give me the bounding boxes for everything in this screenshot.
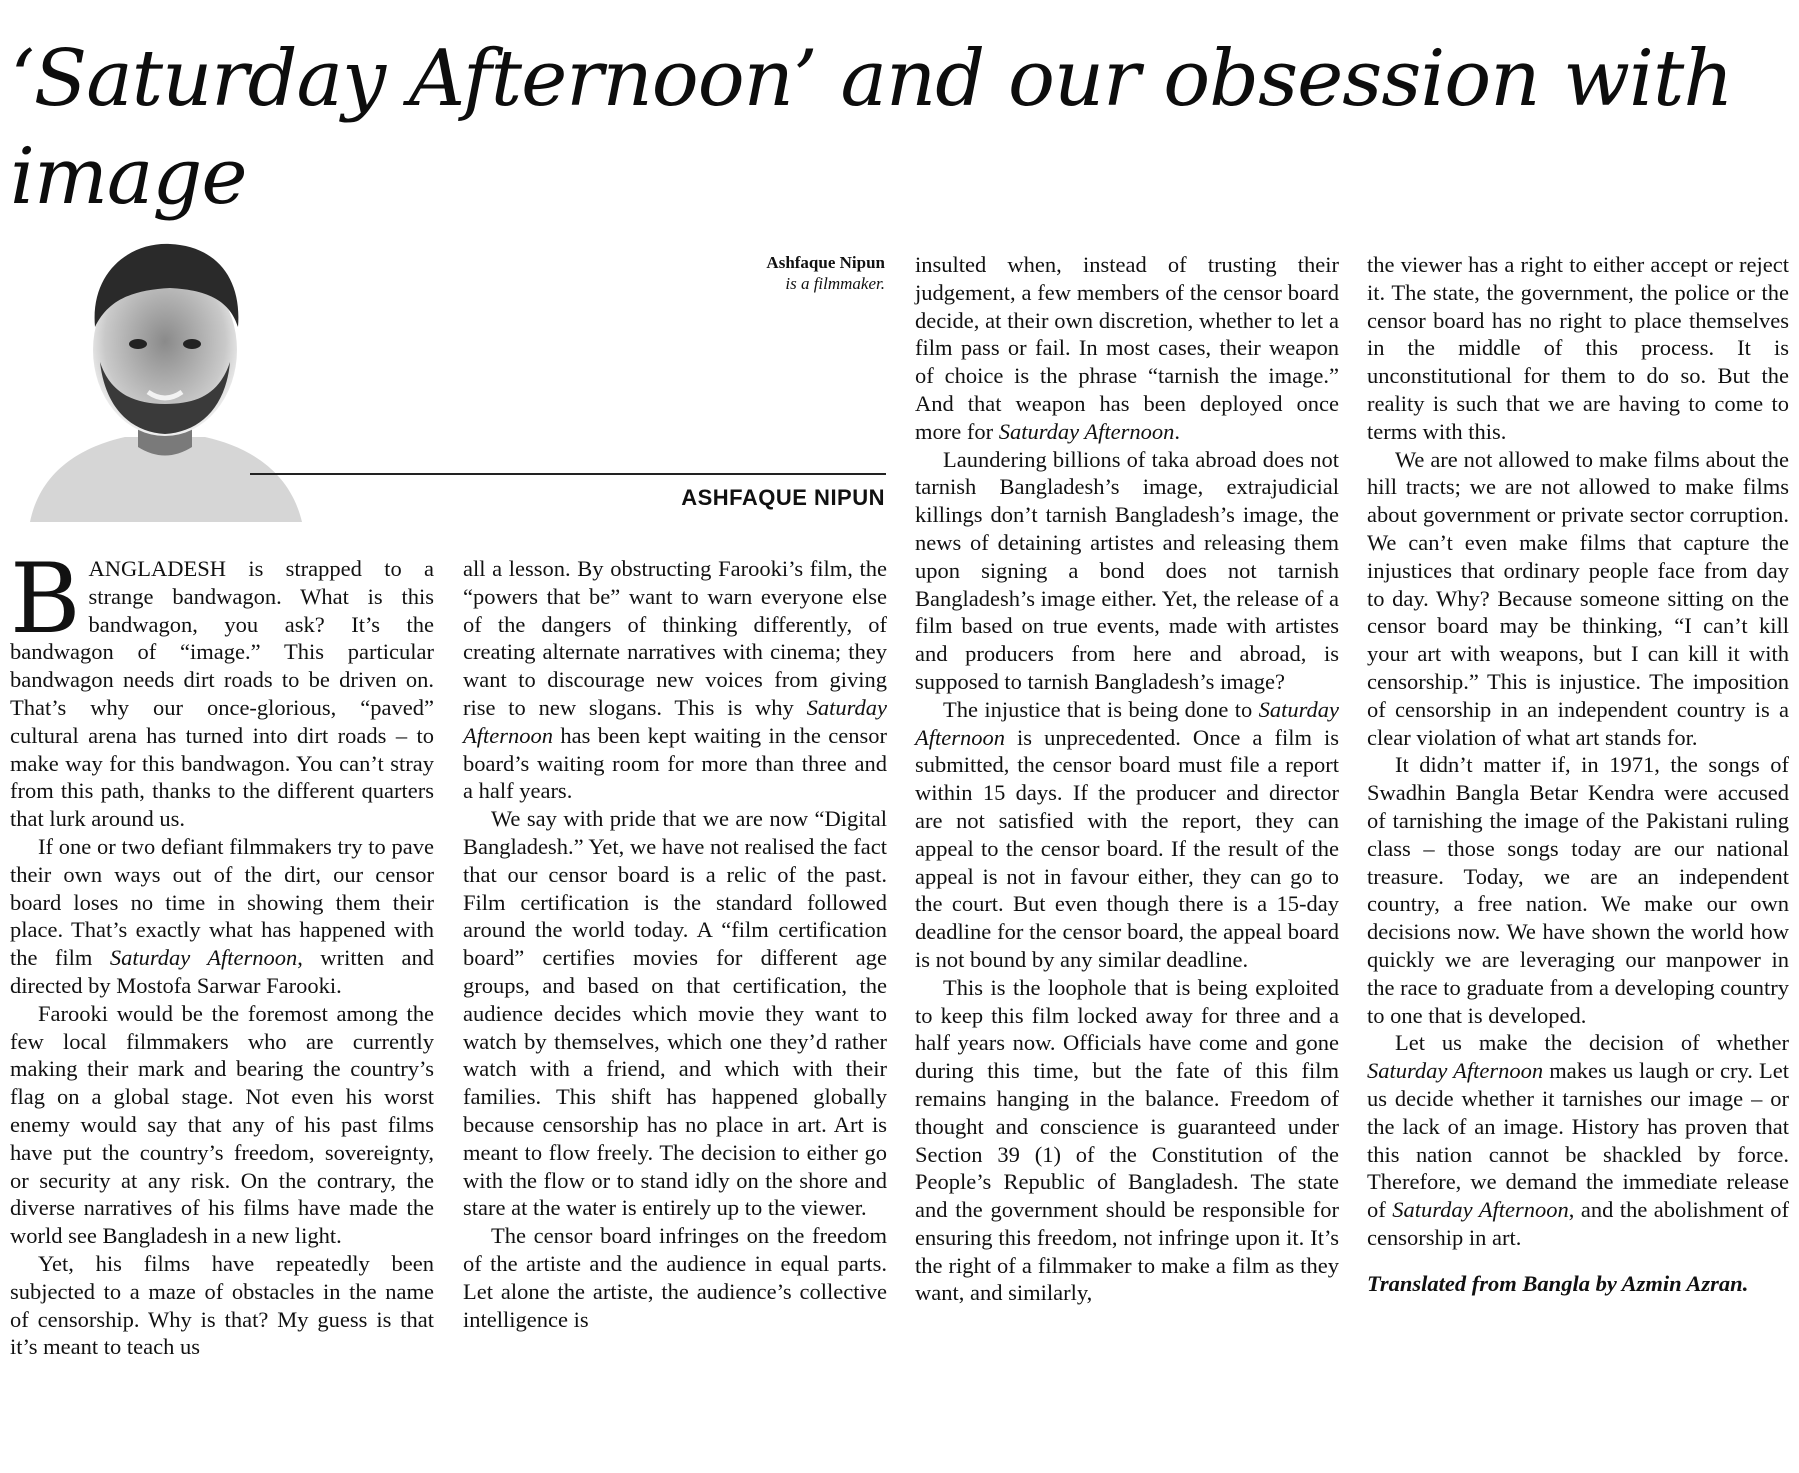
author-role: is a filmmaker. (785, 274, 885, 293)
translation-credit: Translated from Bangla by Azmin Azran. (1367, 1270, 1749, 1296)
column-4 (1367, 251, 1789, 1297)
headline: ‘Saturday Afternoon’ and our obsession with image (10, 34, 1733, 222)
paragraph: This is the loophole that is being exploited to keep this film locked away for three and a half years now. Officials have come and gone during this time, but the fate of this film remains hanging in the balance. Freedom of thought and conscience is guaranteed under Section 39 (1) of the Constitution of the People’s Republic of Bangladesh. The state and the government should be responsible for ensuring this freedom, not infringe upon it. It’s the right of a filmmaker to make a film as they want, and similarly, (915, 974, 1339, 1306)
film-title: Saturday Afternoon (998, 418, 1175, 444)
paragraph: We are not allowed to make films about the hill tracts; we are not allowed to make films about government or private sector corruption. We can’t even make films that capture the injustices that ordinary people face from day to day. Why? Because someone sitting on the censor board may be thinking, “I can’t kill your art with weapons, but I can kill it with censorship.” This is injustice. The imposition of censorship in an independent country is a clear violation of what art stands for. (1367, 446, 1789, 750)
paragraph: Laundering billions of taka abroad does not tarnish Bangladesh’s image, extrajudicial killings don’t tarnish Bangladesh’s image, the news of detaining artistes and releasing them upon signing a bond does not tarnish Bangladesh’s image either. Yet, the release of a film based on true events, made with artistes and producers from here and abroad, is supposed to tarnish Bangladesh’s image? (915, 446, 1339, 694)
author-portrait (20, 232, 310, 522)
film-title: Saturday Afternoon (1392, 1197, 1569, 1223)
film-title: Saturday Afternoon (915, 696, 1340, 750)
film-title: Saturday Afternoon (109, 945, 298, 971)
paragraph: the viewer has a right to either accept or reject it. The state, the government, the police or the censor board has no right to place themselves in the middle of this process. It is unconstitutional for them to do so. But the reality is such that we are having to come to terms with this. (1367, 252, 1789, 444)
author-divider (250, 473, 886, 475)
paragraph: The censor board infringes on the freedom of the artiste and the audience in equal parts. Let alone the artiste, the audience’s collective intelligence is (463, 1223, 887, 1332)
author-name-small: Ashfaque Nipun (766, 253, 885, 272)
paragraph: Farooki would be the foremost among the few local filmmakers who are currently making their mark and bearing the country’s flag on a global stage. Not even his worst enemy would say that any of his past films have put the country’s freedom, sovereignty, or security at any risk. On the contrary, the diverse narratives of his films have made the world see Bangladesh in a new light. (10, 1000, 434, 1249)
paragraph: Let us make the decision of whether Saturday Afternoon makes us laugh or cry. Let us decide whether it tarnishes our image – or the lack of an image. History has proven that this nation cannot be shackled by force. Therefore, we demand the immediate release of Saturday Afternoon, and the abolishment of censorship in art. (1367, 1030, 1790, 1250)
column-3 (915, 251, 1339, 1307)
paragraph: We say with pride that we are now “Digital Bangladesh.” Yet, we have not realised the fact that our censor board is a relic of the past. Film certification is the standard followed around the world today. A “film certification board” certifies movies for different age groups, and based on that certification, the audience decides which movie they want to watch by themselves, which one they’d rather watch with a friend, and which with their families. This shift has happened globally because censorship has no place in art. Art is meant to flow freely. The decision to either go with the flow or to stand idly on the shore and stare at the water is entirely up to the viewer. (463, 806, 887, 1221)
column-2 (463, 555, 887, 1333)
paragraph: Yet, his films have repeatedly been subjected to a maze of obstacles in the name of censorship. Why is that? My guess is that it’s meant to teach us (10, 1250, 434, 1360)
paragraph: If one or two defiant filmmakers try to pave their own ways out of the dirt, our censor board loses no time in showing them their place. That’s exactly what has happened with the film Saturday Afternoon, written and directed by Mostofa Sarwar Farooki. (10, 833, 435, 998)
column-1 (10, 543, 435, 1361)
paragraph: The injustice that is being done to Saturday Afternoon is unprecedented. Once a film is submitted, the censor board must file a report within 15 days. If the producer and director are not satisfied with the report, they can appeal to the censor board. If the result of the appeal is not in favour either, they can go to the court. But even though there is a 15-day deadline for the censor board, the appeal board is not bound by any similar deadline. (915, 696, 1340, 972)
paragraph: insulted when, instead of trusting their judgement, a few members of the censor board decide, at their own discretion, whether to let a film pass or fail. In most cases, their weapon of choice is the phrase “tarnish the image.” And that weapon has been deployed once more for Saturday Afternoon. (915, 252, 1339, 444)
drop-cap: B (10, 543, 81, 655)
author-byline (766, 252, 885, 294)
paragraph: all a lesson. By obstructing Farooki’s film, the “powers that be” want to warn everyone else of the dangers of thinking differently, of creating alternate narratives with cinema; they want to discourage new voices from giving rise to new slogans. This is why Saturday Afternoon has been kept waiting in the censor board’s waiting room for more than three and a half years. (463, 556, 888, 804)
paragraph: BANGLADESH is strapped to a strange bandwagon. What is this bandwagon, you ask? It’s the bandwagon of “image.” This particular bandwagon needs dirt roads to be driven on. That’s why our once-glorious, “paved” cultural arena has turned into dirt roads – to make way for this bandwagon. You can’t stray from this path, thanks to the different quarters that lurk around us. (10, 543, 434, 832)
paragraph: It didn’t matter if, in 1971, the songs of Swadhin Bangla Betar Kendra were accused of tarnishing the image of the Pakistani ruling class – those songs today are our national treasure. Today, we are an independent country, a free nation. We make our own decisions now. We have shown the world how quickly we are leveraging our manpower in the race to graduate from a developing country to one that is developed. (1367, 752, 1789, 1028)
author-name-caps: ASHFAQUE NIPUN (681, 485, 885, 510)
film-title: Saturday Afternoon (1367, 1058, 1544, 1084)
film-title: Saturday Afternoon (463, 694, 888, 748)
